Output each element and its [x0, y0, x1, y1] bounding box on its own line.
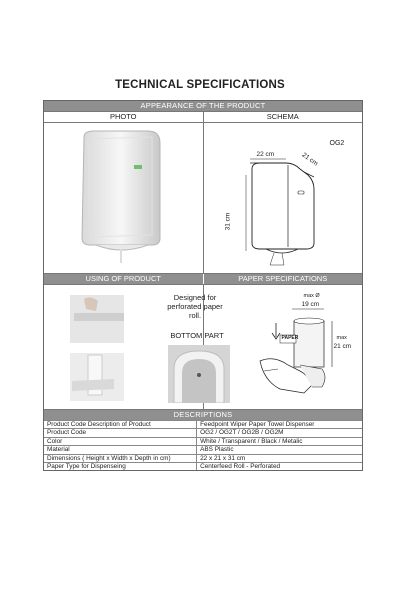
spec-value: Feedpoint Wiper Paper Towel Dispenser — [197, 421, 362, 429]
designed-for-note: Designed for perforated paper roll. — [167, 293, 223, 320]
photo-header: PHOTO — [44, 112, 203, 123]
photo-column — [44, 112, 203, 273]
paper-roll-label: PAPER — [281, 335, 299, 341]
paper-roll-drawing — [204, 285, 361, 409]
spec-row — [44, 437, 362, 445]
spec-label: Product Code — [44, 429, 197, 437]
appearance-header: APPEARANCE OF THE PRODUCT — [44, 101, 362, 111]
spec-row — [44, 446, 362, 454]
model-code: OG2 — [329, 140, 345, 147]
usage-paper-header — [44, 273, 362, 284]
paper-column — [203, 285, 363, 409]
spec-row — [44, 421, 362, 429]
spec-value: 22 x 21 x 31 cm — [197, 454, 362, 462]
using-column — [44, 285, 224, 409]
dispenser-schema-drawing — [204, 123, 361, 273]
page-title: TECHNICAL SPECIFICATIONS — [115, 79, 285, 91]
dispenser-photo — [44, 123, 201, 273]
spec-value: ABS Plastic — [197, 446, 362, 454]
spec-label: Dimensions ( Height x Width x Depth in cm) — [44, 454, 197, 462]
max-height-value: 21 cm — [333, 343, 352, 350]
max-diameter-value: 19 cm — [301, 301, 320, 308]
paper-panel — [204, 285, 363, 409]
spec-value: White / Transparent / Black / Metalic — [197, 437, 362, 445]
usage-row — [44, 284, 362, 409]
schema-column — [203, 112, 363, 273]
paper-specs-header: PAPER SPECIFICATIONS — [203, 274, 363, 284]
spec-label: Material — [44, 446, 197, 454]
schema-header: SCHEMA — [204, 112, 363, 123]
spec-row — [44, 463, 362, 471]
appearance-row — [44, 111, 362, 273]
spec-row — [44, 429, 362, 437]
photo-panel — [44, 123, 203, 273]
descriptions-header: DESCRIPTIONS — [44, 409, 362, 420]
spec-sheet — [43, 100, 363, 471]
schema-panel — [204, 123, 363, 273]
spec-table — [44, 420, 362, 470]
max-height-label: max — [336, 335, 347, 341]
install-step-photos — [44, 285, 124, 409]
max-diameter-label: max Ø — [303, 293, 320, 299]
using-header: USING OF PRODUCT — [85, 274, 161, 283]
width-dimension: 22 cm — [256, 151, 275, 158]
using-panel — [44, 285, 224, 409]
bottom-part-label: BOTTOM PART — [170, 331, 224, 340]
spec-label: Paper Type for Dispenseing — [44, 463, 197, 471]
spec-value: Centerfeed Roll - Perforated — [197, 463, 362, 471]
height-dimension: 31 cm — [223, 212, 231, 231]
depth-dimension: 21 cm — [300, 151, 319, 168]
spec-row — [44, 454, 362, 462]
spec-value: OG2 / OG2T / OG2B / OG2M — [197, 429, 362, 437]
spec-label: Color — [44, 437, 197, 445]
spec-label: Product Code Description of Product — [44, 421, 197, 429]
